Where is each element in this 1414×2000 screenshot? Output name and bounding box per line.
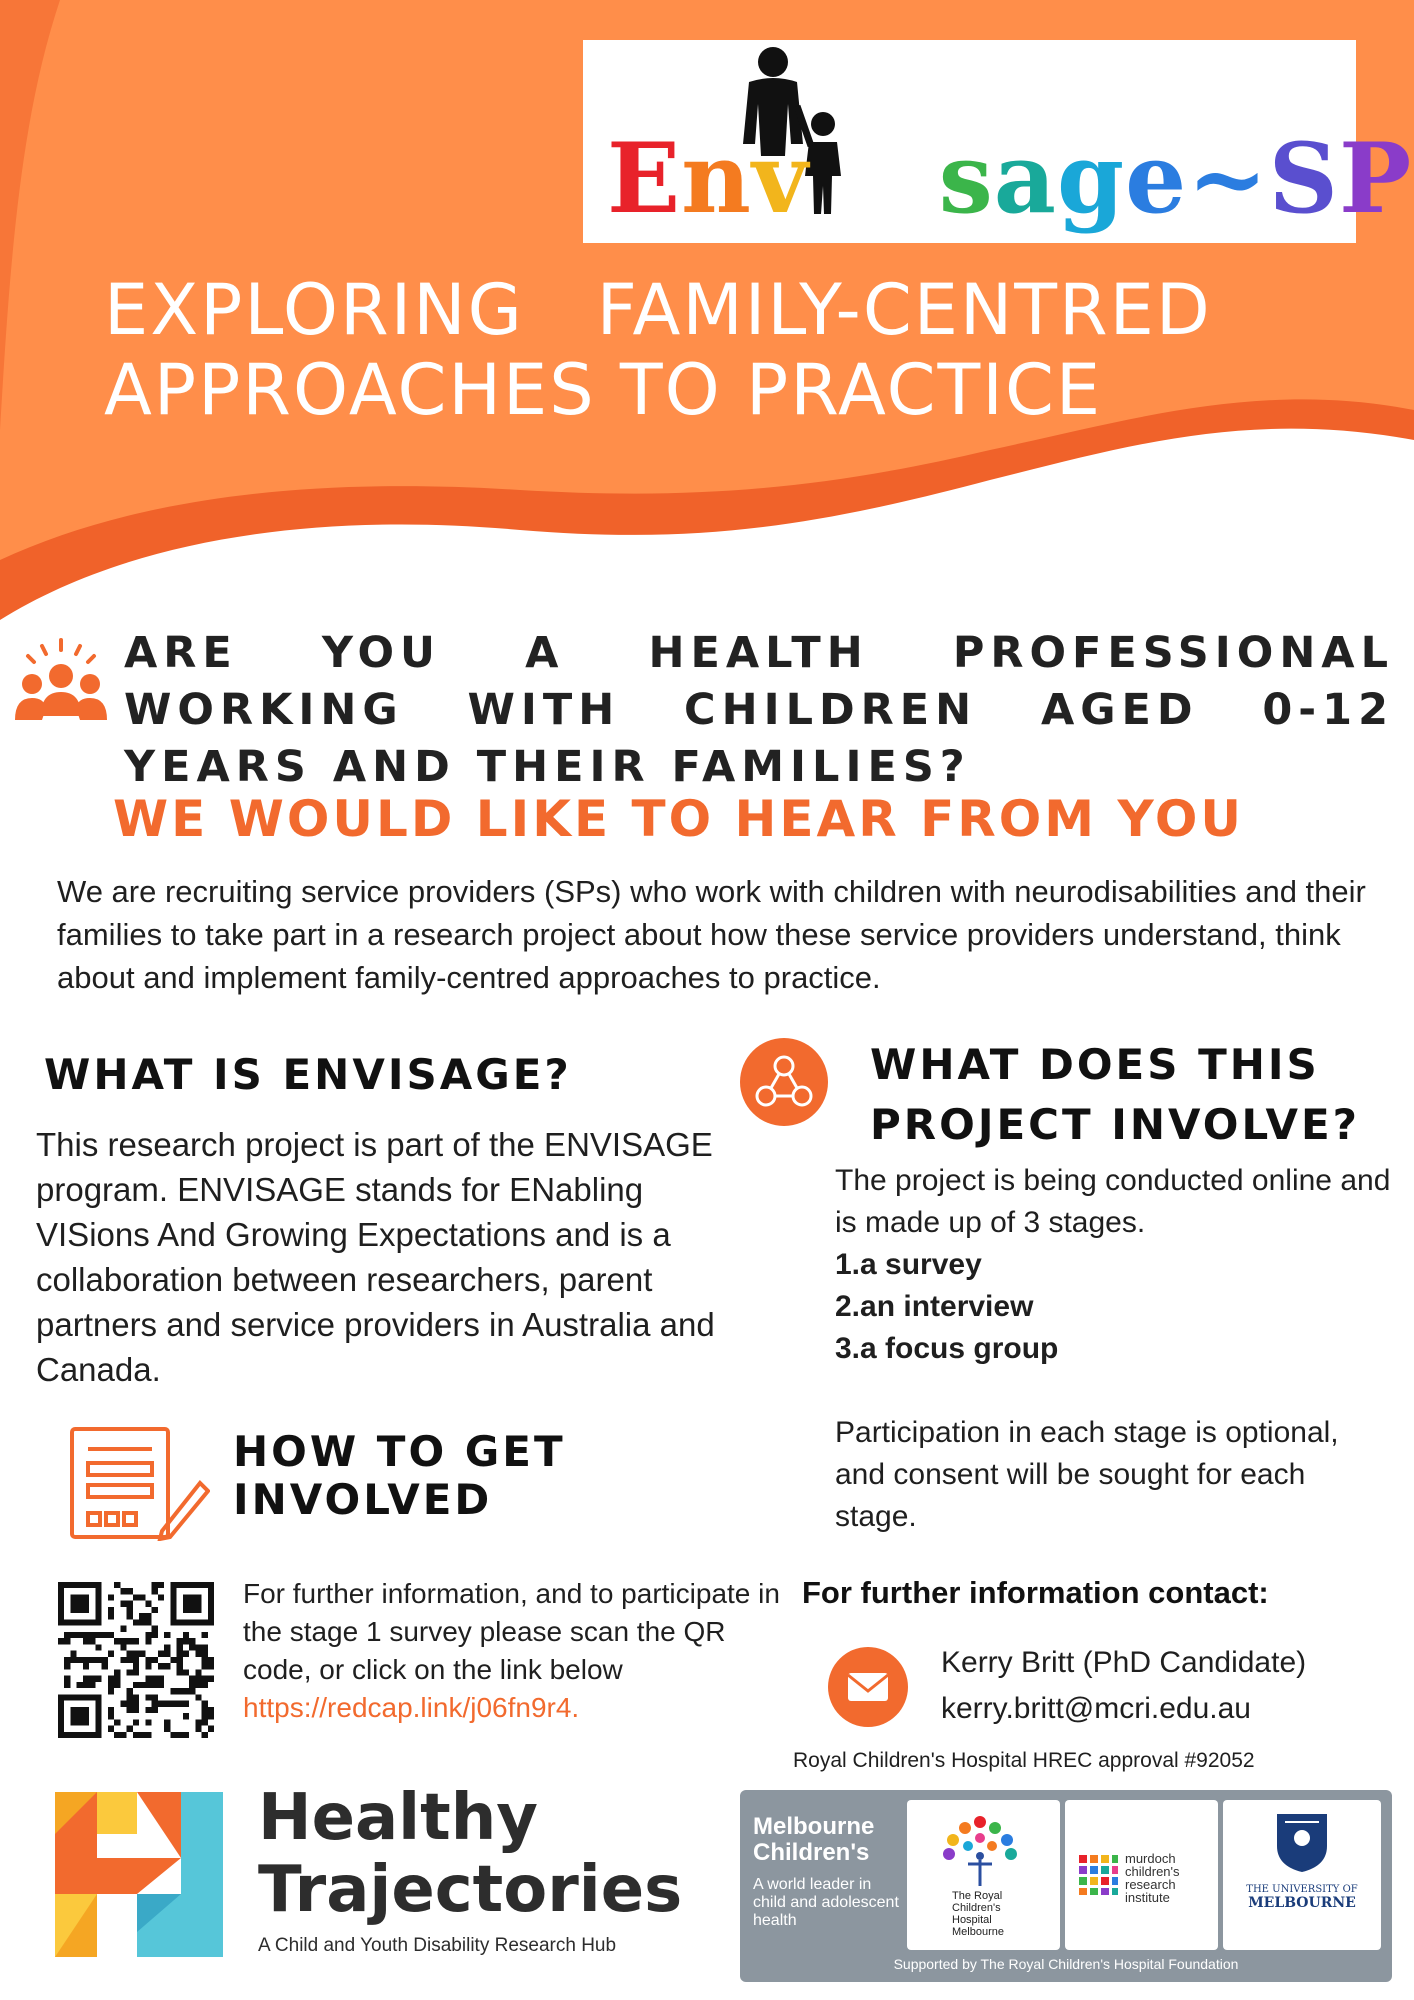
envisage-sp-logo xyxy=(583,40,1413,243)
logo-letter: a xyxy=(993,122,1057,235)
survey-link[interactable]: https://redcap.link/j06fn9r4. xyxy=(243,1692,580,1723)
email-icon[interactable] xyxy=(828,1647,908,1727)
what-is-envisage-heading: WHAT IS ENVISAGE? xyxy=(44,1050,572,1099)
how-to-get-involved-heading xyxy=(233,1428,566,1524)
contact-details xyxy=(941,1640,1306,1732)
hrec-approval: Royal Children's Hospital HREC approval #92052 xyxy=(793,1749,1255,1772)
healthy-line-1: Healthy xyxy=(258,1781,538,1855)
logo-letter: P xyxy=(1338,122,1413,235)
stage-item: 3.a focus group xyxy=(835,1332,1059,1365)
stage-item: 2.an interview xyxy=(835,1290,1034,1323)
get-involved-heading-line-1: HOW TO GET xyxy=(233,1427,566,1476)
project-involve-heading-line-2: PROJECT INVOLVE? xyxy=(870,1100,1361,1149)
stage-item: 1.a survey xyxy=(835,1248,982,1281)
logo-letter: S xyxy=(1268,122,1339,235)
healthy-line-2: Trajectories xyxy=(258,1853,683,1927)
mcri-squares-icon xyxy=(1079,1855,1119,1895)
logo-letter: n xyxy=(681,122,752,235)
tree-icon xyxy=(935,1810,1025,1890)
healthy-trajectories-wordmark xyxy=(258,1782,682,1926)
get-involved-text: For further information, and to participate in the stage 1 survey please scan the QR code, or click on the link below xyxy=(243,1578,780,1685)
contact-email[interactable]: kerry.britt@mcri.edu.au xyxy=(941,1692,1251,1725)
title-line-2: APPROACHES TO PRACTICE xyxy=(104,349,1103,431)
qr-code[interactable] xyxy=(58,1582,214,1738)
mc-title: Melbourne Children's xyxy=(753,1813,875,1866)
contact-name: Kerry Britt (PhD Candidate) xyxy=(941,1646,1307,1679)
melbourne-childrens-logo xyxy=(753,1814,903,1930)
mcri-logo xyxy=(1065,1800,1218,1950)
uom-wordmark xyxy=(1223,1884,1381,1911)
logo-letter: ~ xyxy=(1187,122,1269,235)
title-line-1: EXPLORING FAMILY-CENTRED xyxy=(104,269,1212,351)
uom-line-1: THE UNIVERSITY OF xyxy=(1246,1884,1358,1895)
what-is-envisage-body: This research project is part of the ENVISAGE program. ENVISAGE stands for ENabling VISions And Growing Expectations and is a collaboration between researchers, parent partners and service providers in Australia and Canada. xyxy=(36,1126,715,1388)
logo-letter: E xyxy=(607,122,682,235)
project-involve-body xyxy=(835,1160,1395,1538)
group-people-icon xyxy=(12,638,110,728)
rch-logo xyxy=(907,1800,1060,1950)
get-involved-heading-line-2: INVOLVED xyxy=(233,1475,493,1524)
network-icon xyxy=(740,1038,828,1126)
uom-crest-icon xyxy=(1275,1812,1329,1874)
uom-line-2: MELBOURNE xyxy=(1248,1895,1356,1911)
healthy-tagline: A Child and Youth Disability Research Hub xyxy=(258,1935,617,1956)
intro-paragraph: We are recruiting service providers (SPs) who work with children with neurodisabilities and their families to take part in a research project about how these service providers understand, think about and implement family-centred approaches to practice. xyxy=(57,874,1366,995)
project-involve-intro: The project is being conducted online and is made up of 3 stages. xyxy=(835,1164,1391,1239)
supported-by: Supported by The Royal Children's Hospital Foundation xyxy=(893,1956,1239,1972)
logo-letter: e xyxy=(1125,122,1188,235)
get-involved-body xyxy=(243,1575,783,1727)
page-title xyxy=(104,270,1354,430)
logo-letter: g xyxy=(1057,122,1126,235)
participation-text: Participation in each stage is optional, and consent will be sought for each stage. xyxy=(835,1416,1339,1533)
logo-letter: s xyxy=(938,122,994,235)
logo-letter: v xyxy=(751,122,809,235)
project-involve-heading xyxy=(870,1035,1360,1155)
logo-letter xyxy=(809,122,939,235)
question-heading: ARE YOU A HEALTH PROFESSIONAL WORKING WITH CHILDREN AGED 0-12 YEARS AND THEIR FAMILIES? xyxy=(124,628,1394,792)
mc-subtitle: A world leader in child and adolescent health xyxy=(753,1876,899,1929)
partner-logos xyxy=(740,1790,1392,1982)
rch-name: The Royal Children's Hospital Melbourne xyxy=(952,1890,1004,1938)
uom-logo xyxy=(1223,1800,1381,1950)
mcri-name: murdoch children's research institute xyxy=(1125,1851,1180,1905)
hear-from-you-heading: WE WOULD LIKE TO HEAR FROM YOU xyxy=(113,790,1244,848)
form-pencil-icon xyxy=(68,1425,210,1541)
project-involve-heading-line-1: WHAT DOES THIS xyxy=(870,1040,1320,1089)
contact-heading: For further information contact: xyxy=(802,1575,1269,1610)
logo-wordmark xyxy=(607,122,1412,235)
healthy-trajectories-logo xyxy=(55,1792,223,1957)
